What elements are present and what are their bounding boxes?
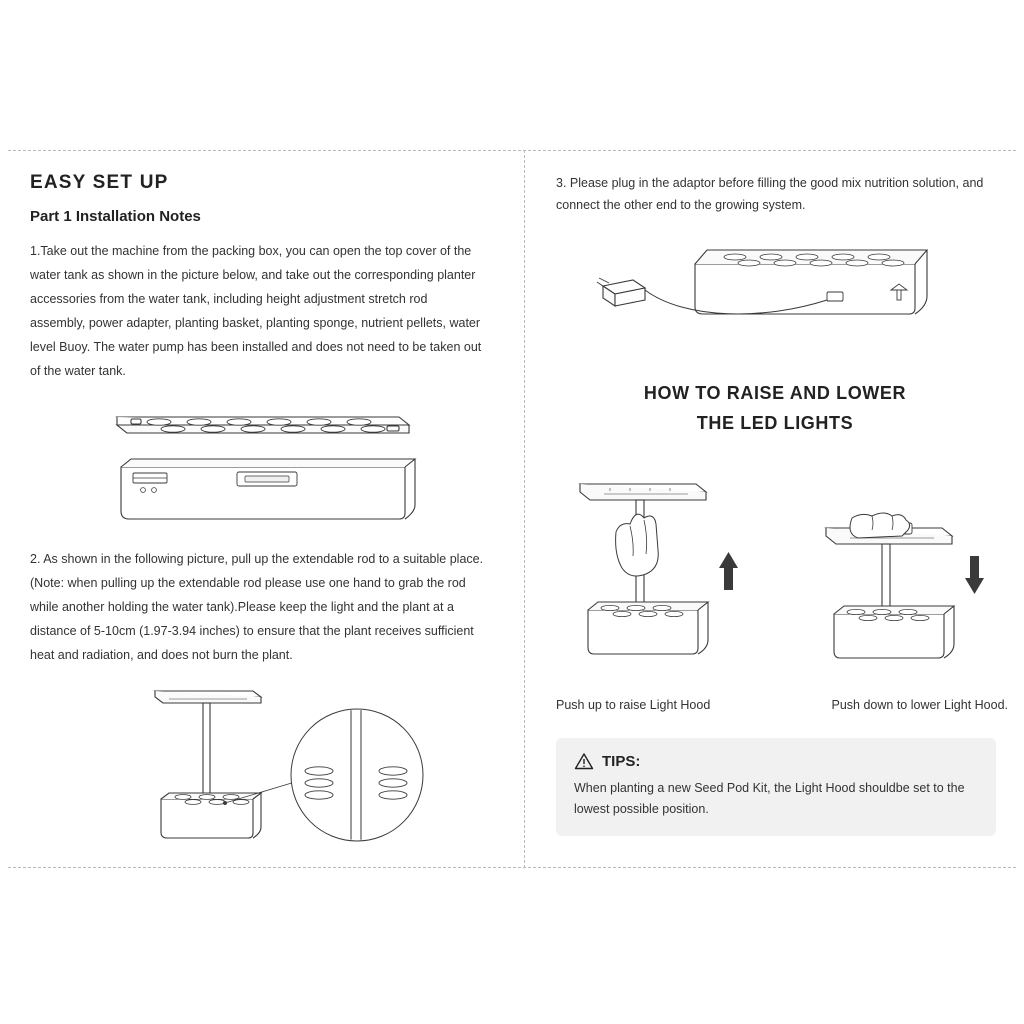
paragraph-2: 2. As shown in the following picture, pull up the extendable rod to a suitable place. (Note: when pulling up the extendable rod please use one hand to grab the rod while another holding the water tank).Please keep the light and the plant at a distance of 5-10cm (1.97-3.94 inches) to ensure that the plant receives sufficient heat and radiation, and does not burn the plant. xyxy=(30,552,484,662)
page-title: EASY SET UP xyxy=(30,172,169,193)
figure-lower xyxy=(800,510,1020,680)
tips-text: When planting a new Seed Pod Kit, the Light Hood shouldbe set to the lowest possible position. xyxy=(574,781,965,816)
section-subtitle: Part 1 Installation Notes xyxy=(30,208,201,225)
figure-adapter xyxy=(556,224,994,344)
arrow-up-icon xyxy=(719,552,738,590)
paragraph-3: 3. Please plug in the adaptor before filling the good mix nutrition solution, and connect the other end to the growing system. xyxy=(556,176,984,212)
arrow-down-icon xyxy=(965,556,984,594)
figure-captions xyxy=(556,698,1008,712)
figure-rod-and-zoom xyxy=(30,675,484,855)
section-heading-line-2: THE LED LIGHTS xyxy=(696,413,854,433)
figure-raise xyxy=(548,470,768,675)
tips-box xyxy=(556,738,996,836)
caption-lower: Push down to lower Light Hood. xyxy=(831,698,1008,712)
warning-triangle-icon xyxy=(574,752,594,770)
paragraph-1: 1.Take out the machine from the packing box, you can open the top cover of the water tank as shown in the picture below, and take out the corresponding planter accessories from the water tank, including height adjustment stretch rod assembly, power adapter, planting basket, planting sponge, nutrient pellets, water level Buoy. The water pump has been installed and does not need to be taken out of the water tank. xyxy=(30,244,482,378)
section-heading-line-1: HOW TO RAISE AND LOWER xyxy=(643,383,907,403)
section-heading xyxy=(556,378,994,438)
caption-raise: Push up to raise Light Hood xyxy=(556,698,711,712)
tips-label: TIPS: xyxy=(602,752,641,770)
figure-lid-and-tank xyxy=(30,391,484,531)
tips-header xyxy=(574,752,978,770)
left-column xyxy=(8,150,524,868)
